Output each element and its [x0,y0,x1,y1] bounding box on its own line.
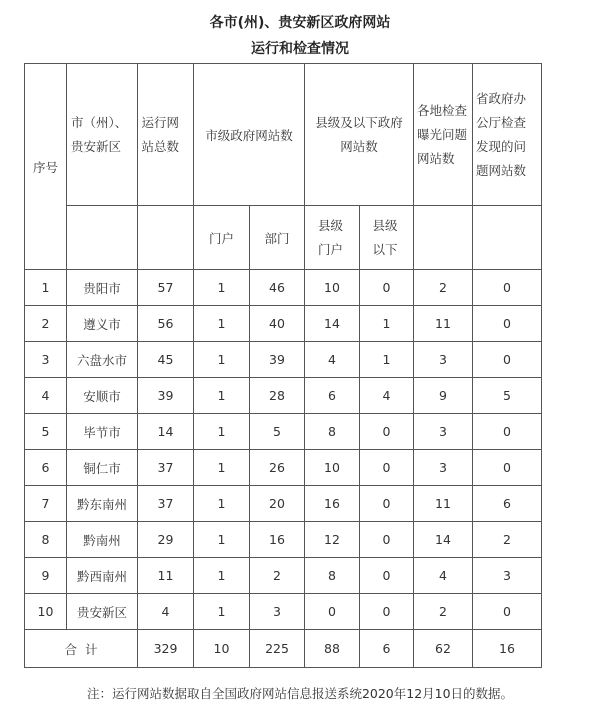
cell-index: 2 [25,306,67,342]
cell-dept: 28 [250,378,305,414]
cell-city: 遵义市 [67,306,138,342]
cell-county-portal: 10 [305,450,360,486]
cell-below-county: 0 [360,594,414,630]
cell-county-portal: 4 [305,342,360,378]
table-row [25,486,542,522]
table-row [25,594,542,630]
report-table [24,63,542,668]
cell-total: 57 [138,270,194,306]
cell-portal: 1 [194,558,250,594]
cell-dept: 20 [250,486,305,522]
cell-index: 7 [25,486,67,522]
table-row [25,558,542,594]
footnote: 注：运行网站数据取自全国政府网站信息报送系统2020年12月10日的数据。 [86,686,514,701]
page-title: 各市(州)、贵安新区政府网站 [209,15,391,31]
header-total: 运行网站总数 [138,64,194,206]
header-below-county: 县级以下 [360,206,414,270]
cell-province-found: 0 [473,594,542,630]
cell-total: 14 [138,414,194,450]
cell-below-county: 0 [360,558,414,594]
cell-province-found: 0 [473,306,542,342]
cell-exposed: 3 [414,342,473,378]
cell-county-portal: 8 [305,414,360,450]
cell-city: 黔西南州 [67,558,138,594]
cell-county-portal: 6 [305,378,360,414]
cell-province-found: 0 [473,270,542,306]
cell-below-county: 0 [360,522,414,558]
header-row-1 [25,64,542,206]
table-row [25,342,542,378]
cell-exposed: 14 [414,522,473,558]
cell-county-portal: 14 [305,306,360,342]
cell-total: 37 [138,450,194,486]
cell-province-found: 0 [473,342,542,378]
cell-below-county: 4 [360,378,414,414]
cell-below-county: 0 [360,450,414,486]
cell-dept: 5 [250,414,305,450]
cell-province-found: 3 [473,558,542,594]
cell-total: 45 [138,342,194,378]
cell-below-county: 1 [360,342,414,378]
cell-county-portal: 12 [305,522,360,558]
totals-county-portal: 88 [305,630,360,668]
cell-below-county: 0 [360,414,414,450]
cell-city: 黔南州 [67,522,138,558]
header-index: 序号 [25,64,67,270]
table-row [25,522,542,558]
header-province-found: 省政府办公厅检查发现的问题网站数 [473,64,542,206]
cell-portal: 1 [194,306,250,342]
header-county-level: 县级及以下政府网站数 [305,64,414,206]
cell-province-found: 0 [473,414,542,450]
cell-exposed: 3 [414,450,473,486]
cell-city: 毕节市 [67,414,138,450]
cell-city: 贵阳市 [67,270,138,306]
cell-city: 铜仁市 [67,450,138,486]
header-empty-total [138,206,194,270]
cell-province-found: 6 [473,486,542,522]
cell-index: 3 [25,342,67,378]
table-row [25,450,542,486]
cell-county-portal: 8 [305,558,360,594]
cell-province-found: 0 [473,450,542,486]
header-city: 市（州）、贵安新区 [67,64,138,206]
cell-portal: 1 [194,522,250,558]
table-row [25,378,542,414]
totals-total: 329 [138,630,194,668]
header-portal: 门户 [194,206,250,270]
cell-city: 六盘水市 [67,342,138,378]
cell-county-portal: 16 [305,486,360,522]
cell-exposed: 3 [414,414,473,450]
cell-county-portal: 0 [305,594,360,630]
cell-province-found: 5 [473,378,542,414]
totals-row [25,630,542,668]
header-dept: 部门 [250,206,305,270]
cell-dept: 26 [250,450,305,486]
table-row [25,414,542,450]
cell-county-portal: 10 [305,270,360,306]
cell-total: 56 [138,306,194,342]
cell-below-county: 1 [360,306,414,342]
header-exposed: 各地检查曝光问题网站数 [414,64,473,206]
cell-portal: 1 [194,378,250,414]
cell-city: 黔东南州 [67,486,138,522]
cell-exposed: 2 [414,270,473,306]
cell-portal: 1 [194,342,250,378]
cell-total: 39 [138,378,194,414]
cell-total: 4 [138,594,194,630]
cell-portal: 1 [194,486,250,522]
cell-index: 1 [25,270,67,306]
table-row [25,306,542,342]
cell-exposed: 11 [414,306,473,342]
header-county-portal: 县级门户 [305,206,360,270]
cell-province-found: 2 [473,522,542,558]
cell-portal: 1 [194,414,250,450]
cell-portal: 1 [194,450,250,486]
cell-exposed: 2 [414,594,473,630]
cell-dept: 2 [250,558,305,594]
cell-total: 11 [138,558,194,594]
cell-city: 贵安新区 [67,594,138,630]
cell-exposed: 9 [414,378,473,414]
cell-portal: 1 [194,594,250,630]
totals-portal: 10 [194,630,250,668]
header-row-2 [25,206,542,270]
cell-below-county: 0 [360,486,414,522]
cell-index: 10 [25,594,67,630]
header-empty-province [473,206,542,270]
cell-total: 29 [138,522,194,558]
cell-exposed: 4 [414,558,473,594]
cell-city: 安顺市 [67,378,138,414]
cell-exposed: 11 [414,486,473,522]
cell-index: 4 [25,378,67,414]
cell-dept: 16 [250,522,305,558]
cell-portal: 1 [194,270,250,306]
table-row [25,270,542,306]
totals-dept: 225 [250,630,305,668]
cell-index: 8 [25,522,67,558]
header-city-level: 市级政府网站数 [194,64,305,206]
totals-exposed: 62 [414,630,473,668]
cell-index: 9 [25,558,67,594]
cell-dept: 3 [250,594,305,630]
totals-below-county: 6 [360,630,414,668]
cell-total: 37 [138,486,194,522]
header-empty-exposed [414,206,473,270]
cell-dept: 40 [250,306,305,342]
cell-dept: 39 [250,342,305,378]
header-empty-city [67,206,138,270]
cell-index: 6 [25,450,67,486]
cell-index: 5 [25,414,67,450]
cell-below-county: 0 [360,270,414,306]
cell-dept: 46 [250,270,305,306]
totals-province-found: 16 [473,630,542,668]
page-subtitle: 运行和检查情况 [251,41,349,57]
totals-label: 合 计 [25,630,138,668]
